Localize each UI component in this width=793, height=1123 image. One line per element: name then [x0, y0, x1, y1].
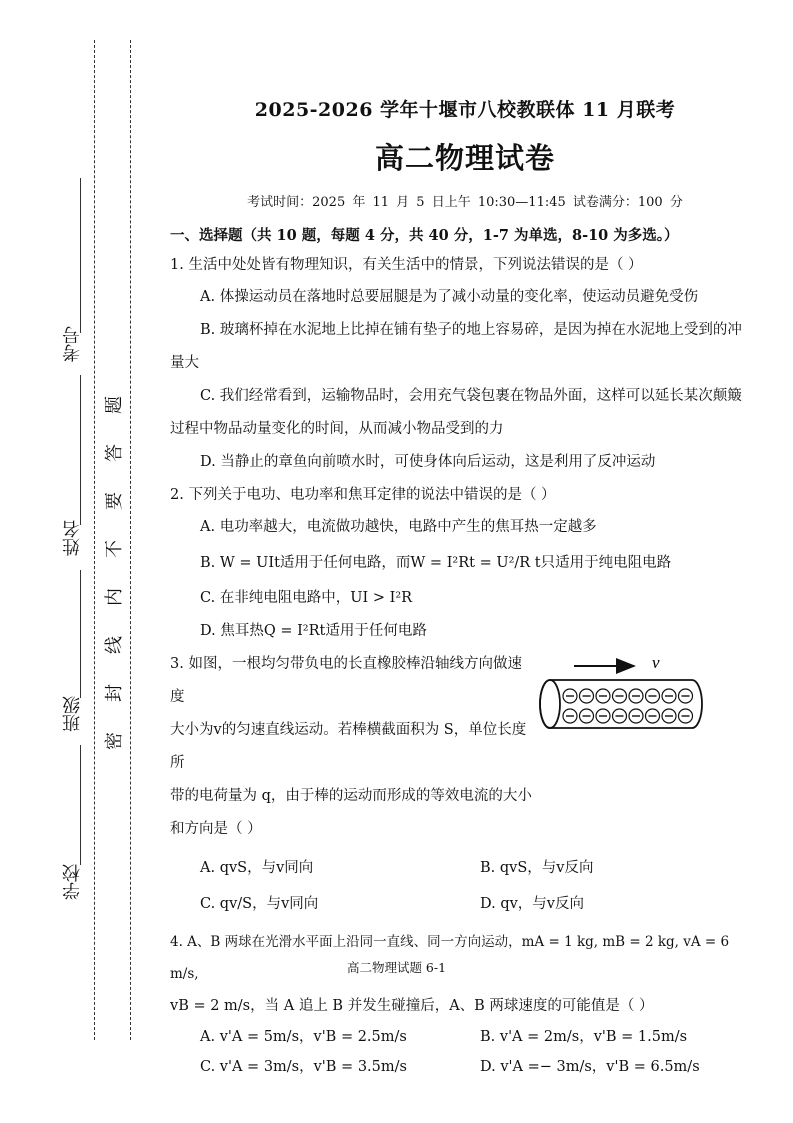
options-row: [170, 850, 760, 886]
option-a: A. v'A = 5m/s，v'B = 2.5m/s: [200, 1029, 407, 1045]
option-d: D. 当静止的章鱼向前喷水时，可使身体向后运动，这是利用了反冲运动: [200, 454, 656, 470]
seal-char: 内: [104, 588, 125, 606]
negative-charges: [563, 689, 693, 723]
option-a: A. 电功率越大，电流做功越快，电路中产生的焦耳热一定越多: [200, 519, 597, 535]
name-blank: [80, 375, 82, 525]
option-a: A. qvS，与v同向: [200, 860, 314, 876]
question-stem-line: 大小为v的匀速直线运动。若棒横截面积为 S，单位长度所: [170, 722, 527, 771]
class-blank: [80, 570, 82, 698]
question-stem-line: 带的电荷量为 q，由于棒的运动而形成的等效电流的大小: [170, 788, 532, 804]
option-c-cont: 过程中物品动量变化的时间，从而减小物品受到的力: [170, 421, 504, 437]
seal-char: 线: [104, 636, 125, 654]
seal-char: 题: [104, 396, 125, 414]
question-stem: 2. 下列关于电功、电功率和焦耳定律的说法中错误的是（ ）: [170, 487, 556, 503]
option-c: C. qv/S，与v同向: [200, 896, 319, 912]
page-footer: 高二物理试题 6-1: [346, 960, 447, 975]
class-label: 班级: [62, 696, 83, 732]
option-c: C. 在非纯电阻电路中，UI > I²R: [200, 590, 413, 606]
seal-notice: [104, 392, 125, 754]
question-stem-line: 和方向是（ ）: [170, 821, 262, 837]
binding-line-outer: [94, 40, 95, 1040]
option-b: B. 玻璃杯掉在水泥地上比掉在铺有垫子的地上容易碎，是因为掉在水泥地上受到的冲: [200, 322, 742, 338]
option-c: C. v'A = 3m/s，v'B = 3.5m/s: [200, 1059, 407, 1075]
seal-char: 不: [104, 540, 125, 558]
question-stem: 1. 生活中处处皆有物理知识，有关生活中的情景，下列说法错误的是（ ）: [170, 257, 643, 273]
school-blank: [80, 745, 82, 865]
options-row: [170, 1052, 760, 1082]
seal-char: 要: [104, 492, 125, 510]
option-b: B. qvS，与v反向: [480, 860, 594, 876]
option-a: A. 体操运动员在落地时总要屈腿是为了减小动量的变化率，使运动员避免受伤: [200, 289, 699, 305]
seal-char: 封: [104, 684, 125, 702]
option-d: D. qv，与v反向: [480, 896, 584, 912]
question-4: [170, 926, 760, 1082]
exam-title: 2025-2026 学年十堰市八校教联体 11 月联考: [254, 99, 676, 121]
exam-number-label: 考号: [62, 326, 83, 362]
seal-char: 答: [104, 444, 125, 462]
rod-cross-section: [540, 680, 560, 728]
question-2: [170, 479, 760, 648]
seal-char: 密: [104, 732, 125, 750]
school-label: 学校: [62, 864, 83, 900]
question-stem-line: 3. 如图，一根均匀带负电的长直橡胶棒沿轴线方向做速度: [170, 656, 522, 705]
option-d: D. v'A =− 3m/s，v'B = 6.5m/s: [480, 1059, 700, 1075]
question-stem: 4. A、B 两球在光滑水平面上沿同一直线、同一方向运动，mA = 1 kg, mB = 2 kg, vA = 6 m/s,: [170, 934, 730, 982]
exam-info: 考试时间：2025 年 11 月 5 日上午 10:30—11:45 试卷满分：100 分: [247, 195, 683, 210]
subject-title: 高二物理试卷: [374, 141, 555, 175]
section-title: 一、选择题（共 10 题，每题 4 分，共 40 分，1-7 为单选，8-10 为多选。）: [170, 227, 679, 244]
name-label: 姓名: [62, 520, 83, 556]
option-b-cont: 量大: [170, 355, 199, 371]
binding-line-inner: [130, 40, 131, 1040]
option-b: B. v'A = 2m/s，v'B = 1.5m/s: [480, 1029, 688, 1045]
question-1: [170, 249, 760, 479]
option-d: D. 焦耳热Q = I²Rt适用于任何电路: [200, 623, 427, 639]
exam-content: [170, 95, 760, 1082]
question-stem-cont: vB = 2 m/s，当 A 追上 B 并发生碰撞后，A、B 两球速度的可能值是（ ）: [170, 998, 654, 1014]
exam-number-blank: [80, 178, 82, 333]
option-b: B. W = UIt适用于任何电路，而W = I²Rt = U²/R t只适用于纯电阻电路: [200, 555, 672, 571]
question-3: [170, 648, 760, 922]
option-c: C. 我们经常看到，运输物品时，会用充气袋包裹在物品外面，这样可以延长某次颠簸: [200, 388, 742, 404]
options-row: [170, 1022, 760, 1052]
rubber-rod-figure: [532, 652, 718, 742]
options-row: [170, 886, 760, 922]
velocity-label: v: [652, 653, 660, 672]
